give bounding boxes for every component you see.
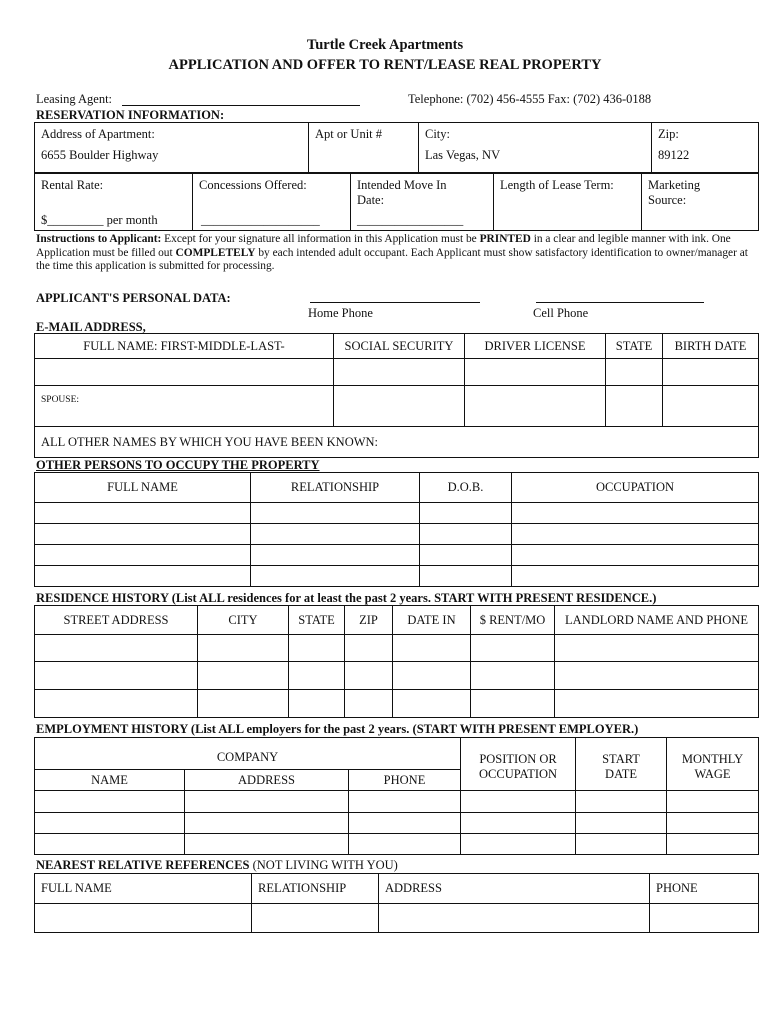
move-in-label-1: Intended Move In (357, 178, 447, 192)
occupant-relationship-field[interactable] (251, 545, 420, 566)
employment-col-start (576, 738, 667, 791)
occupants-col-occupation: OCCUPATION (512, 473, 759, 503)
table-row (35, 503, 759, 524)
employment-col-position (461, 738, 576, 791)
unit-cell[interactable] (309, 123, 419, 173)
employer-name-field[interactable] (35, 834, 185, 855)
applicant-dl-field[interactable] (465, 359, 606, 386)
residence-zip-field[interactable] (345, 635, 393, 662)
employer-start-field[interactable] (576, 813, 667, 834)
city-label: City: (425, 127, 451, 141)
relative-name-field[interactable] (35, 904, 252, 933)
occupant-name-field[interactable] (35, 545, 251, 566)
concessions-cell[interactable] (193, 174, 351, 231)
instructions-part1: Except for your signature all information in this Application must be (161, 233, 480, 245)
employer-position-field[interactable] (461, 813, 576, 834)
residence-col-street: STREET ADDRESS (35, 606, 198, 635)
leasing-agent-label: Leasing Agent: (36, 92, 113, 106)
residence-rent-field[interactable] (471, 690, 555, 718)
table-row (35, 524, 759, 545)
residence-date-in-field[interactable] (393, 662, 471, 690)
table-row (35, 662, 759, 690)
occupants-col-dob: D.O.B. (420, 473, 512, 503)
reservation-terms-table (34, 173, 759, 231)
residence-landlord-field[interactable] (555, 690, 759, 718)
col-birth-date: BIRTH DATE (663, 334, 759, 359)
rental-rate-cell[interactable] (35, 174, 193, 231)
employer-start-field[interactable] (576, 791, 667, 813)
wage-label-1: MONTHLY (681, 752, 744, 766)
occupant-relationship-field[interactable] (251, 566, 420, 587)
col-driver-license: DRIVER LICENSE (465, 334, 606, 359)
employment-col-address: ADDRESS (185, 770, 349, 791)
spouse-dl-field[interactable] (465, 386, 606, 427)
table-row (35, 635, 759, 662)
employer-wage-field[interactable] (667, 791, 759, 813)
occupant-occupation-field[interactable] (512, 566, 759, 587)
col-full-name: FULL NAME: FIRST-MIDDLE-LAST- (35, 334, 334, 359)
table-row (35, 813, 759, 834)
residence-city-field[interactable] (198, 635, 289, 662)
personal-data-heading: APPLICANT'S PERSONAL DATA: (36, 291, 231, 305)
employment-col-company: COMPANY (35, 738, 461, 770)
instructions-printed: PRINTED (479, 233, 531, 245)
occupant-name-field[interactable] (35, 524, 251, 545)
instructions-lead: Instructions to Applicant: (36, 233, 162, 245)
wage-label-2: WAGE (694, 767, 731, 781)
lease-term-label: Length of Lease Term: (500, 178, 614, 192)
residence-state-field[interactable] (289, 690, 345, 718)
employer-wage-field[interactable] (667, 813, 759, 834)
start-label-2: DATE (605, 767, 637, 781)
leasing-agent-field[interactable] (122, 105, 360, 106)
employment-col-name: NAME (35, 770, 185, 791)
table-row (35, 834, 759, 855)
employer-start-field[interactable] (576, 834, 667, 855)
email-label: E-MAIL ADDRESS, (36, 320, 146, 334)
applicant-name-field[interactable] (35, 359, 334, 386)
employment-table (34, 737, 759, 855)
employer-name-field[interactable] (35, 791, 185, 813)
employer-phone-field[interactable] (349, 834, 461, 855)
residence-col-date-in: DATE IN (393, 606, 471, 635)
relatives-col-name: FULL NAME (35, 874, 252, 904)
residence-heading: RESIDENCE HISTORY (List ALL residences for at least the past 2 years. START WITH PRESENT RESIDENCE.) (36, 591, 657, 605)
spouse-state-field[interactable] (606, 386, 663, 427)
address-label: Address of Apartment: (41, 127, 155, 141)
reservation-address-table (34, 122, 759, 173)
residence-street-field[interactable] (35, 662, 198, 690)
marketing-cell[interactable] (642, 174, 759, 231)
employer-position-field[interactable] (461, 834, 576, 855)
relatives-heading-bold: NEAREST RELATIVE REFERENCES (36, 858, 250, 872)
relatives-heading (36, 858, 398, 872)
relative-relationship-field[interactable] (252, 904, 379, 933)
residence-city-field[interactable] (198, 690, 289, 718)
occupant-occupation-field[interactable] (512, 524, 759, 545)
move-in-label-2: Date: (357, 193, 385, 207)
residence-state-field[interactable] (289, 635, 345, 662)
home-phone-label: Home Phone (308, 306, 373, 320)
employment-col-wage (667, 738, 759, 791)
col-social-security: SOCIAL SECURITY (334, 334, 465, 359)
occupant-occupation-field[interactable] (512, 503, 759, 524)
residence-col-state: STATE (289, 606, 345, 635)
marketing-label-2: Source: (648, 193, 687, 207)
other-names-label: ALL OTHER NAMES BY WHICH YOU HAVE BEEN KNOWN: (41, 434, 379, 449)
form-title: Turtle Creek Apartments (306, 37, 464, 53)
address-cell[interactable] (35, 123, 309, 173)
residence-col-zip: ZIP (345, 606, 393, 635)
spouse-ssn-field[interactable] (334, 386, 465, 427)
rental-rate-value: $_________ per month (41, 213, 158, 227)
residence-table (34, 605, 759, 718)
zip-value: 89122 (658, 148, 690, 162)
applicant-ssn-field[interactable] (334, 359, 465, 386)
residence-state-field[interactable] (289, 662, 345, 690)
instructions-part2: in a clear and legible manner with ink. One Application must be filled out (36, 233, 731, 259)
applicant-state-field[interactable] (606, 359, 663, 386)
employer-phone-field[interactable] (349, 813, 461, 834)
move-in-cell[interactable] (351, 174, 494, 231)
table-row (35, 791, 759, 813)
employer-wage-field[interactable] (667, 834, 759, 855)
spouse-label: SPOUSE: (41, 395, 80, 405)
employer-address-field[interactable] (185, 834, 349, 855)
residence-col-rent: $ RENT/MO (471, 606, 555, 635)
residence-rent-field[interactable] (471, 635, 555, 662)
relatives-col-relationship: RELATIONSHIP (252, 874, 379, 904)
cell-phone-label: Cell Phone (533, 306, 589, 320)
employment-heading: EMPLOYMENT HISTORY (List ALL employers for the past 2 years. (START WITH PRESENT EMPLOYER.) (36, 722, 639, 736)
residence-city-field[interactable] (198, 662, 289, 690)
position-label-1: POSITION OR (479, 752, 557, 766)
employer-name-field[interactable] (35, 813, 185, 834)
occupant-occupation-field[interactable] (512, 545, 759, 566)
reservation-heading: RESERVATION INFORMATION: (36, 108, 225, 122)
cell-phone-field[interactable] (536, 302, 704, 303)
residence-zip-field[interactable] (345, 690, 393, 718)
occupants-heading: OTHER PERSONS TO OCCUPY THE PROPERTY (36, 458, 320, 472)
residence-date-in-field[interactable] (393, 690, 471, 718)
personal-data-table (34, 333, 759, 458)
relatives-col-address: ADDRESS (379, 874, 650, 904)
rental-rate-label: Rental Rate: (41, 178, 104, 192)
relatives-heading-rest: (NOT LIVING WITH YOU) (249, 858, 398, 872)
contact-info: Telephone: (702) 456-4555 Fax: (702) 436-0188 (408, 92, 652, 106)
employer-phone-field[interactable] (349, 791, 461, 813)
position-label-2: OCCUPATION (479, 767, 558, 781)
occupant-relationship-field[interactable] (251, 524, 420, 545)
move-in-value: _________________ (357, 213, 464, 227)
residence-landlord-field[interactable] (555, 635, 759, 662)
residence-col-city: CITY (198, 606, 289, 635)
occupant-dob-field[interactable] (420, 545, 512, 566)
occupant-dob-field[interactable] (420, 503, 512, 524)
table-row (35, 566, 759, 587)
marketing-label-1: Marketing (648, 178, 701, 192)
table-row (35, 904, 759, 933)
relatives-table (34, 873, 759, 933)
unit-label: Apt or Unit # (315, 127, 383, 141)
relative-phone-field[interactable] (650, 904, 759, 933)
residence-col-landlord: LANDLORD NAME AND PHONE (555, 606, 759, 635)
occupant-dob-field[interactable] (420, 524, 512, 545)
occupants-table (34, 472, 759, 587)
zip-cell[interactable] (652, 123, 759, 173)
table-row (35, 690, 759, 718)
occupant-name-field[interactable] (35, 503, 251, 524)
occupant-dob-field[interactable] (420, 566, 512, 587)
residence-date-in-field[interactable] (393, 635, 471, 662)
city-cell[interactable] (419, 123, 652, 173)
form-subtitle: APPLICATION AND OFFER TO RENT/LEASE REAL PROPERTY (168, 57, 602, 73)
instructions-part3: by each intended adult occupant. Each Applicant must show satisfactory identification to owner/manager at the time this application is submitted for processing. (36, 246, 748, 272)
start-label-1: START (602, 752, 640, 766)
residence-landlord-field[interactable] (555, 662, 759, 690)
applicant-birth-field[interactable] (663, 359, 759, 386)
concessions-label: Concessions Offered: (199, 178, 307, 192)
residence-rent-field[interactable] (471, 662, 555, 690)
employment-col-phone: PHONE (349, 770, 461, 791)
occupant-relationship-field[interactable] (251, 503, 420, 524)
lease-term-cell[interactable] (494, 174, 642, 231)
other-names-field[interactable] (35, 427, 759, 458)
relatives-col-phone: PHONE (650, 874, 759, 904)
occupants-col-name: FULL NAME (35, 473, 251, 503)
employer-address-field[interactable] (185, 813, 349, 834)
residence-street-field[interactable] (35, 635, 198, 662)
city-value: Las Vegas, NV (425, 148, 501, 162)
relative-address-field[interactable] (379, 904, 650, 933)
residence-zip-field[interactable] (345, 662, 393, 690)
residence-street-field[interactable] (35, 690, 198, 718)
occupants-col-relationship: RELATIONSHIP (251, 473, 420, 503)
occupant-name-field[interactable] (35, 566, 251, 587)
spouse-name-field[interactable] (35, 386, 334, 427)
spouse-birth-field[interactable] (663, 386, 759, 427)
table-row (35, 545, 759, 566)
address-value: 6655 Boulder Highway (41, 148, 159, 162)
employer-position-field[interactable] (461, 791, 576, 813)
col-state: STATE (606, 334, 663, 359)
employer-address-field[interactable] (185, 791, 349, 813)
instructions-completely: COMPLETELY (175, 246, 256, 259)
zip-label: Zip: (658, 127, 679, 141)
concessions-value: ___________________ (201, 213, 320, 227)
home-phone-field[interactable] (310, 302, 480, 303)
instructions-paragraph (36, 233, 762, 274)
